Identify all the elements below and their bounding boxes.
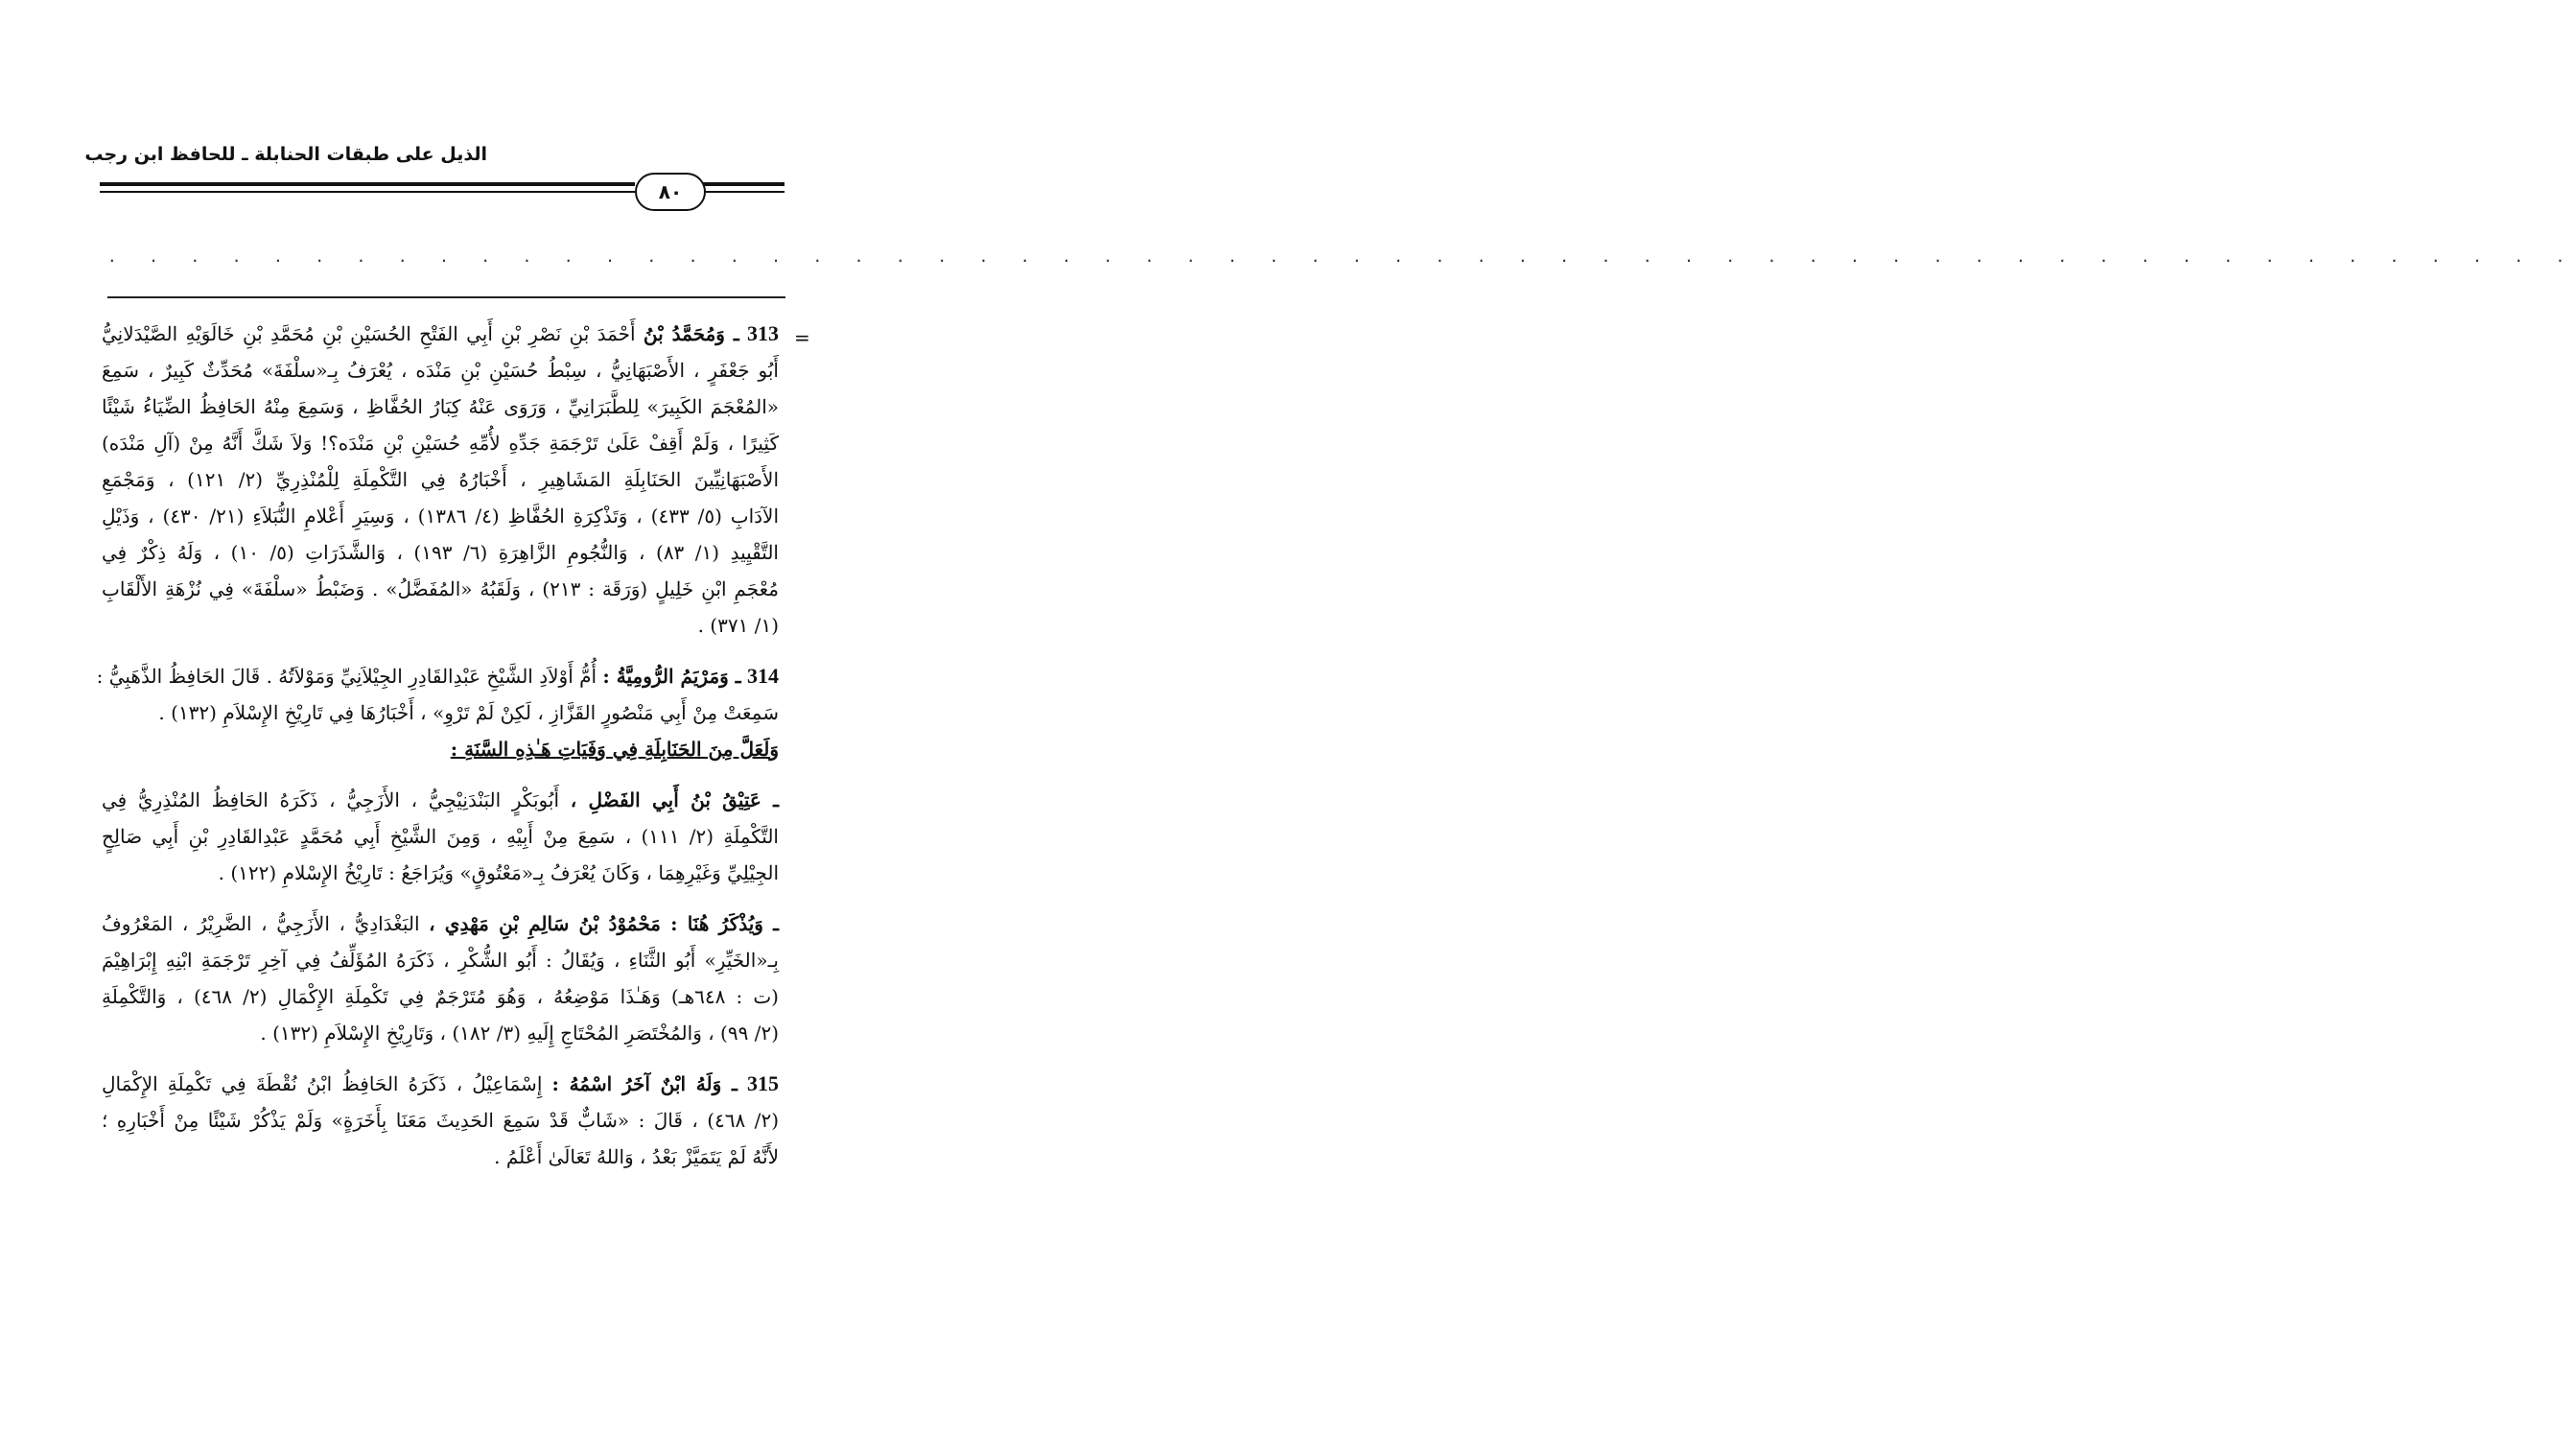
text-line: أَبُو جَعْفَرٍ ، الأَصْبَهَانِيُّ ، سِبْطُ حُسَيْنِ بْنِ مَنْدَه ، يُعْرَفُ بِـ«سلْفَةَ» مُحَدِّثٌ كَبِيرٌ ، سَمِعَ: [102, 359, 779, 382]
entry-314-line-1: [96, 658, 779, 694]
header-rule-thin-right: [702, 191, 785, 193]
entry-number: 314: [747, 664, 779, 688]
text-line: (٢/ ٤٦٨) ، قَالَ : «شَابٌّ قَدْ سَمِعَ الحَدِيثَ مَعَنَا بِأَخَرَةٍ» وَلَمْ يَذْكُرْ شَيْئًا مِنْ أَخْبَارِهِ ؛: [102, 1109, 779, 1132]
dotted-separator: . . . . . . . . . . . . . . . . . . . . . . . . . . . . . . . . . . . . . . . . . . . . . . . . . . . . . . . . . . . .: [107, 247, 2576, 266]
text-line: (ت : ٦٤٨هـ) وَهَـٰذَا مَوْضِعُهُ ، وَهُوَ مُتَرْجَمٌ فِي تَكْمِلَةِ الإِكْمَالِ (٢/ ٤٦٨) ، وَالتَّكْمِلَةِ: [102, 985, 779, 1008]
text-line: (١/ ٣٧١) .: [697, 614, 779, 637]
entry-315-line-1: [102, 1066, 779, 1102]
text-line: الأَصْبَهَانِيِّينَ الحَنَابِلَةِ المَشَاهِيرِ ، أَخْبَارُهُ فِي التَّكْمِلَةِ لِلْمُنْذِرِيِّ (٢/ ١٢١) ، وَمَجْمَعِ: [102, 468, 780, 491]
footnote-rule: [107, 296, 785, 298]
text-line: الآدَابِ (٥/ ٤٣٣) ، وَتَذْكِرَةِ الحُفَّاظِ (٤/ ١٣٨٦) ، وَسِيَرِ أَعْلامِ النُّبَلاَءِ (٢١/ ٤٣٠) ، وَذَيْلِ: [102, 505, 780, 528]
header-rule-thick-right: [702, 182, 785, 186]
text-line: سَمِعَتْ مِنْ أَبِي مَنْصُورٍ القَزَّازِ ، لَكِنْ لَمْ تَرْوِ» ، أَخْبَارُهَا فِي تَارِيْخِ الإِسْلاَمِ (١٣٢) .: [158, 701, 779, 724]
entry-text: أَحْمَدَ بْنِ نَصْرِ بْنِ أَبِي الفَتْحِ الحُسَيْنِ بْنِ مُحَمَّدِ بْنِ خَالَوَيْهِ الصَّيْدَلانِيُّ: [102, 322, 636, 345]
text-line: الجِيْلِيِّ وَغَيْرِهِمَا ، وَكَانَ يُعْرَفُ بِـ«مَعْتُوقٍ» وَيُرَاجَعُ : تَارِيْخُ الإِسْلامِ (١٢٢) .: [218, 861, 779, 884]
entry-number: 313: [747, 321, 780, 345]
section-subheading: وَلَعَلَّ مِنَ الحَنَابِلَةِ فِي وَفَيَاتِ هَـٰذِهِ السَّنَةِ :: [450, 738, 779, 761]
text-line: (٢/ ٩٩) ، وَالمُخْتَصَرِ المُحْتَاجِ إِلَيهِ (٣/ ١٨٢) ، وَتَارِيْخِ الإِسْلاَمِ (١٣٢) .: [260, 1022, 779, 1045]
header-rule-thin-left: [100, 191, 635, 193]
entry-heading: ـ وَلَهُ ابْنٌ آخَرُ اسْمُهُ :: [551, 1072, 738, 1095]
entry-heading: ـ وَيُذْكَرُ هُنَا : مَحْمُوْدُ بْنُ سَالِمِ بْنِ مَهْدِي ،: [429, 912, 780, 935]
entry-313-line-1: [102, 316, 779, 352]
text-line: «المُعْجَمَ الكَبِيرَ» لِلطَّبَرَانِيِّ ، وَرَوَى عَنْهُ كِبَارُ الحُفَّاظِ ، وَسَمِعَ مِنْهُ الحَافِظُ الضِّيَاءُ شَيْئًا: [102, 395, 779, 418]
header-rule-thick-left: [100, 182, 635, 186]
entry-text: إِسْمَاعِيْلُ ، ذَكَرَهُ الحَافِظُ ابْنُ نُقْطَةَ فِي تَكْمِلَةِ الإِكْمَالِ: [102, 1072, 543, 1095]
atiq-line-1: [102, 782, 779, 818]
text-line: لأَنَّهُ لَمْ يَتَمَيَّزْ بَعْدُ ، وَاللهُ تَعَالَىٰ أَعْلَمُ .: [494, 1145, 779, 1168]
text-line: بِـ«الخَيِّرِ» أَبُو الثَّنَاءِ ، وَيُقَالُ : أَبُو الشُّكْرِ ، ذَكَرَهُ المُؤَلِّفُ فِي آخِرِ تَرْجَمَةِ ابْنِهِ إِبْرَاهِيْمَ: [102, 949, 779, 972]
entry-text: البَغْدَادِيُّ ، الأَزَجِيُّ ، الضَّرِيْرُ ، المَعْرُوفُ: [102, 912, 420, 935]
text-line: مُعْجَمِ ابْنِ خَلِيلٍ (وَرَقَة : ٢١٣) ، وَلَقَبُهُ «المُفَضَّلُ» . وَضَبْطُ «سلْفَةَ» فِي نُزْهَةِ الأَلْقَابِ: [102, 577, 779, 600]
entry-number: 315: [747, 1071, 779, 1095]
entry-heading: ـ وَمَرْيَمُ الرُّومِيَّةُ :: [602, 665, 741, 688]
entry-heading: ـ عَتِيْقُ بْنُ أَبِي الفَضْلِ ،: [570, 788, 780, 811]
running-header-title: الذيل على طبقات الحنابلة ـ للحافظ ابن رجب: [84, 144, 487, 165]
text-line: التَّكْمِلَةِ (٢/ ١١١) ، سَمِعَ مِنْ أَبِيْهِ ، وَمِنَ الشَّيْخِ أَبِي مُحَمَّدٍ عَبْدِالقَادِرِ بْنِ أَبِي صَالِحٍ: [102, 825, 779, 848]
mahmud-line-1: [102, 905, 779, 942]
text-line: كَثِيرًا ، وَلَمْ أَقِفْ عَلَىٰ تَرْجَمَةِ جَدِّهِ لأُمِّهِ حُسَيْنِ بْنِ مَنْدَه؟! وَلاَ شَكَّ أَنَّهُ مِنْ (آلِ مَنْدَه): [102, 432, 779, 455]
entry-heading: ـ وَمُحَمَّدُ بْنُ: [643, 322, 739, 345]
continuation-mark: =: [794, 326, 810, 349]
text-line: التَّقْيِيدِ (١/ ٨٣) ، وَالنُّجُومِ الزَّاهِرَةِ (٦/ ١٩٣) ، وَالشَّذَرَاتِ (٥/ ١٠) ، وَلَهُ ذِكْرٌ فِي: [102, 541, 779, 564]
entry-text: أُمُّ أَوْلاَدِ الشَّيْخِ عَبْدِالقَادِرِ الجِيْلاَنِيِّ وَمَوْلاَتُهُ . قَالَ الحَافِظُ الذَّهَبِيُّ :: [96, 665, 597, 688]
entry-text: أَبُوبَكْرٍ البَنْدَنِيْجِيُّ ، الأَزَجِيُّ ، ذَكَرَهُ الحَافِظُ المُنْذِرِيُّ فِي: [102, 788, 559, 811]
page-number: ٨٠: [635, 173, 706, 211]
